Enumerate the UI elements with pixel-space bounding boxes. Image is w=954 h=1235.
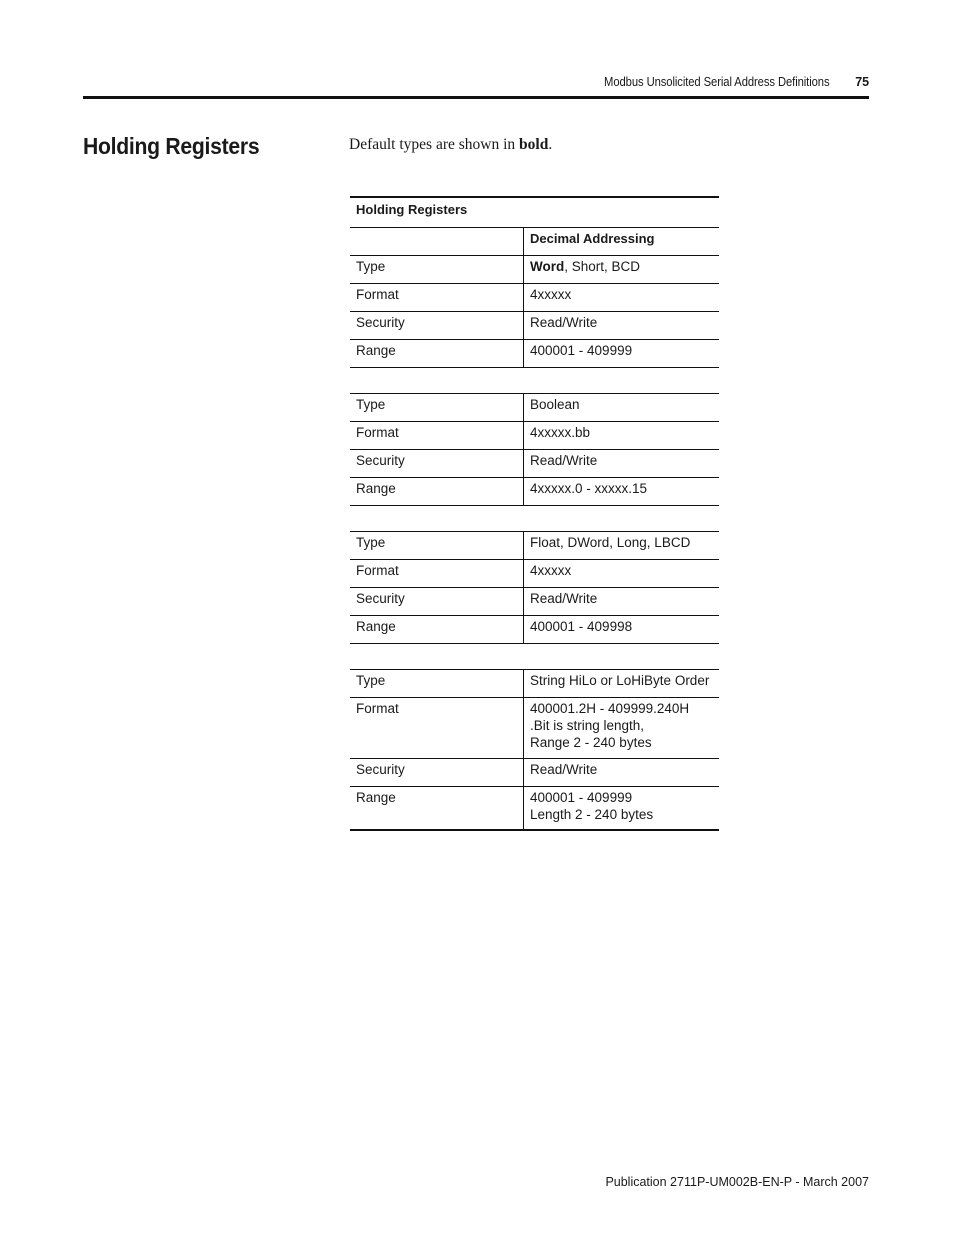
type-rest: , Short, BCD (564, 259, 641, 274)
table-row (350, 284, 719, 312)
group-spacer (350, 368, 719, 394)
row-value: 4xxxxx.bb (524, 422, 720, 450)
table-row (350, 532, 719, 560)
page-number: 75 (855, 75, 869, 89)
intro-bold: bold (519, 136, 549, 153)
row-label: Security (350, 312, 524, 340)
row-value: Float, DWord, Long, LBCD (524, 532, 720, 560)
row-label: Range (350, 616, 524, 644)
table-title-row (350, 197, 719, 228)
row-value: Read/Write (524, 588, 720, 616)
table-row (350, 560, 719, 588)
row-value (524, 256, 720, 284)
row-label: Format (350, 560, 524, 588)
running-title: Modbus Unsolicited Serial Address Definitions (603, 75, 830, 89)
row-label: Range (350, 787, 524, 831)
row-value: String HiLo or LoHiByte Order (524, 670, 720, 698)
table-row (350, 394, 719, 422)
row-label: Format (350, 698, 524, 759)
row-value: 400001 - 409999 Length 2 - 240 bytes (524, 787, 720, 831)
table-row (350, 450, 719, 478)
row-value: Boolean (524, 394, 720, 422)
row-label: Range (350, 340, 524, 368)
row-value: 4xxxxx (524, 560, 720, 588)
header-rule (83, 96, 869, 99)
publication-footer: Publication 2711P-UM002B-EN-P - March 2007 (605, 1175, 869, 1189)
row-value: 400001 - 409999 (524, 340, 720, 368)
row-label: Type (350, 532, 524, 560)
row-label: Security (350, 450, 524, 478)
row-label: Type (350, 670, 524, 698)
row-value: 4xxxxx.0 - xxxxx.15 (524, 478, 720, 506)
table-row (350, 478, 719, 506)
column-header-blank (350, 228, 524, 256)
spacer-cell (350, 644, 719, 670)
row-label: Type (350, 256, 524, 284)
row-label: Format (350, 422, 524, 450)
column-header-decimal: Decimal Addressing (524, 228, 720, 256)
table-row (350, 616, 719, 644)
row-label: Security (350, 759, 524, 787)
column-header-row (350, 228, 719, 256)
table-title: Holding Registers (350, 197, 719, 228)
intro-text (349, 136, 552, 154)
row-value: Read/Write (524, 759, 720, 787)
running-header (579, 75, 869, 89)
row-label: Format (350, 284, 524, 312)
row-label: Security (350, 588, 524, 616)
intro-prefix: Default types are shown in (349, 136, 520, 153)
row-value: Read/Write (524, 450, 720, 478)
row-value: Read/Write (524, 312, 720, 340)
table-row (350, 759, 719, 787)
table-row (350, 670, 719, 698)
table-row (350, 312, 719, 340)
spacer-cell (350, 506, 719, 532)
spacer-cell (350, 368, 719, 394)
table-row (350, 256, 719, 284)
default-type-bold: Word (530, 259, 565, 274)
group-spacer (350, 644, 719, 670)
holding-registers-table (350, 196, 719, 831)
table-row (350, 698, 719, 759)
group-spacer (350, 506, 719, 532)
table-row (350, 340, 719, 368)
row-value: 400001.2H - 409999.240H .Bit is string length, Range 2 - 240 bytes (524, 698, 720, 759)
table-row (350, 787, 719, 831)
table-row (350, 422, 719, 450)
row-value: 400001 - 409998 (524, 616, 720, 644)
row-label: Type (350, 394, 524, 422)
row-value: 4xxxxx (524, 284, 720, 312)
row-label: Range (350, 478, 524, 506)
section-title: Holding Registers (83, 133, 260, 159)
table-row (350, 588, 719, 616)
intro-suffix: . (548, 136, 553, 153)
